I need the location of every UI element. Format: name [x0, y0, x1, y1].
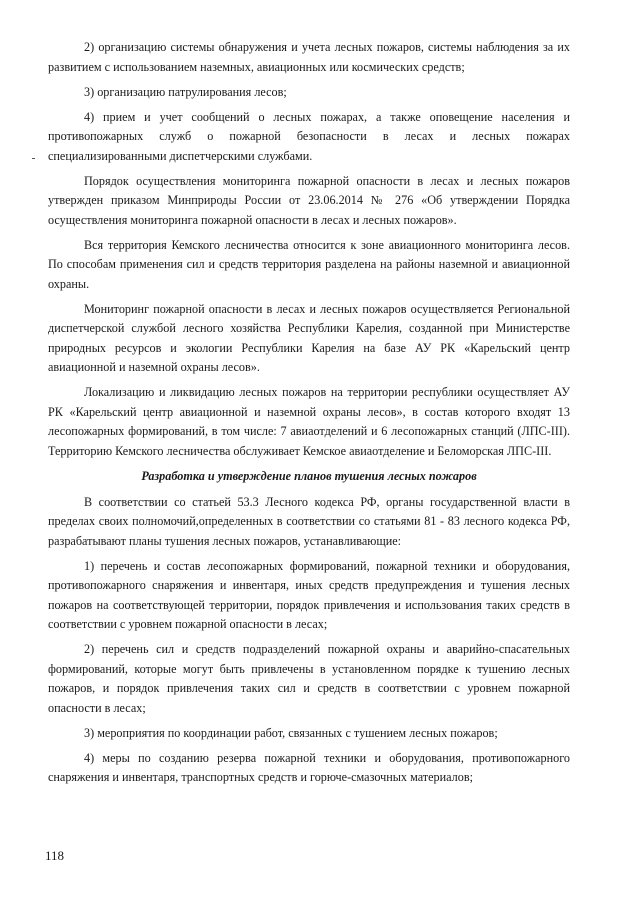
paragraph: Вся территория Кемского лесничества относится к зоне авиационного мониторинга лесов. По способам применения сил и средств территория разделена на районы наземной и авиационной охраны. [48, 237, 570, 291]
paragraph: 4) прием и учет сообщений о лесных пожарах, а также оповещение населения и противопожарных служб о пожарной безопасности в лесах и лесных пожарах специализированными диспетчерскими службами. [48, 109, 570, 163]
paragraph: 3) организацию патрулирования лесов; [84, 84, 287, 99]
paragraph: Локализацию и ликвидацию лесных пожаров на территории республики осуществляет АУ РК «Карельский центр авиационной и наземной охраны лесов», в состав которого входят 13 лесопожарных формирований, в том числе: 7 авиаотделений и 6 лесопожарных станций (ЛПС-III). Территорию Кемского лесничества обслуживает Кемское авиаотделение и Беломорская ЛПС-III. [48, 385, 570, 458]
document-page [48, 38, 570, 793]
page-number: 118 [45, 848, 65, 863]
paragraph: Мониторинг пожарной опасности в лесах и лесных пожаров осуществляется Региональной диспетчерской службой лесного хозяйства Республики Карелия, созданной при Министерстве природных ресурсов и экологии Республики Карелия на базе АУ РК «Карельский центр авиационной и наземной охраны лесов». [48, 301, 570, 374]
section-heading: Разработка и утверждение планов тушения лесных пожаров [141, 468, 477, 483]
paragraph: 4) меры по созданию резерва пожарной техники и оборудования, противопожарного снаряжения и инвентаря, транспортных средств и горюче-смазочных материалов; [48, 750, 570, 784]
paragraph: Порядок осуществления мониторинга пожарной опасности в лесах и лесных пожаров утвержден приказом Минприроды России от 23.06.2014 № 276 «Об утверждении Порядка осуществления мониторинга пожарной опасности в лесах и лесных пожаров». [48, 173, 570, 227]
paragraph: 2) перечень сил и средств подразделений пожарной охраны и аварийно-спасательных формирований, которые могут быть привлечены в установленном порядке к тушению лесных пожаров, и порядок привлечения таких сил и средств в соответствии с уровнем пожарной опасности в лесах; [48, 642, 570, 715]
paragraph: 2) организацию системы обнаружения и учета лесных пожаров, системы наблюдения за их развитием с использованием наземных, авиационных или космических средств; [48, 40, 570, 74]
scan-mark [32, 158, 35, 159]
paragraph: 3) мероприятия по координации работ, связанных с тушением лесных пожаров; [84, 725, 498, 740]
paragraph: 1) перечень и состав лесопожарных формирований, пожарной техники и оборудования, противопожарного снаряжения и инвентаря, иных средств предупреждения и тушения лесных пожаров на соответствующей территории, порядок привлечения и использования таких средств в соответствии с уровнем пожарной опасности в лесах; [48, 558, 570, 631]
paragraph: В соответствии со статьей 53.3 Лесного кодекса РФ, органы государственной власти в пределах своих полномочий,определенных в соответствии со статьями 81 - 83 лесного кодекса РФ, разрабатывают планы тушения лесных пожаров, устанавливающие: [48, 494, 570, 548]
